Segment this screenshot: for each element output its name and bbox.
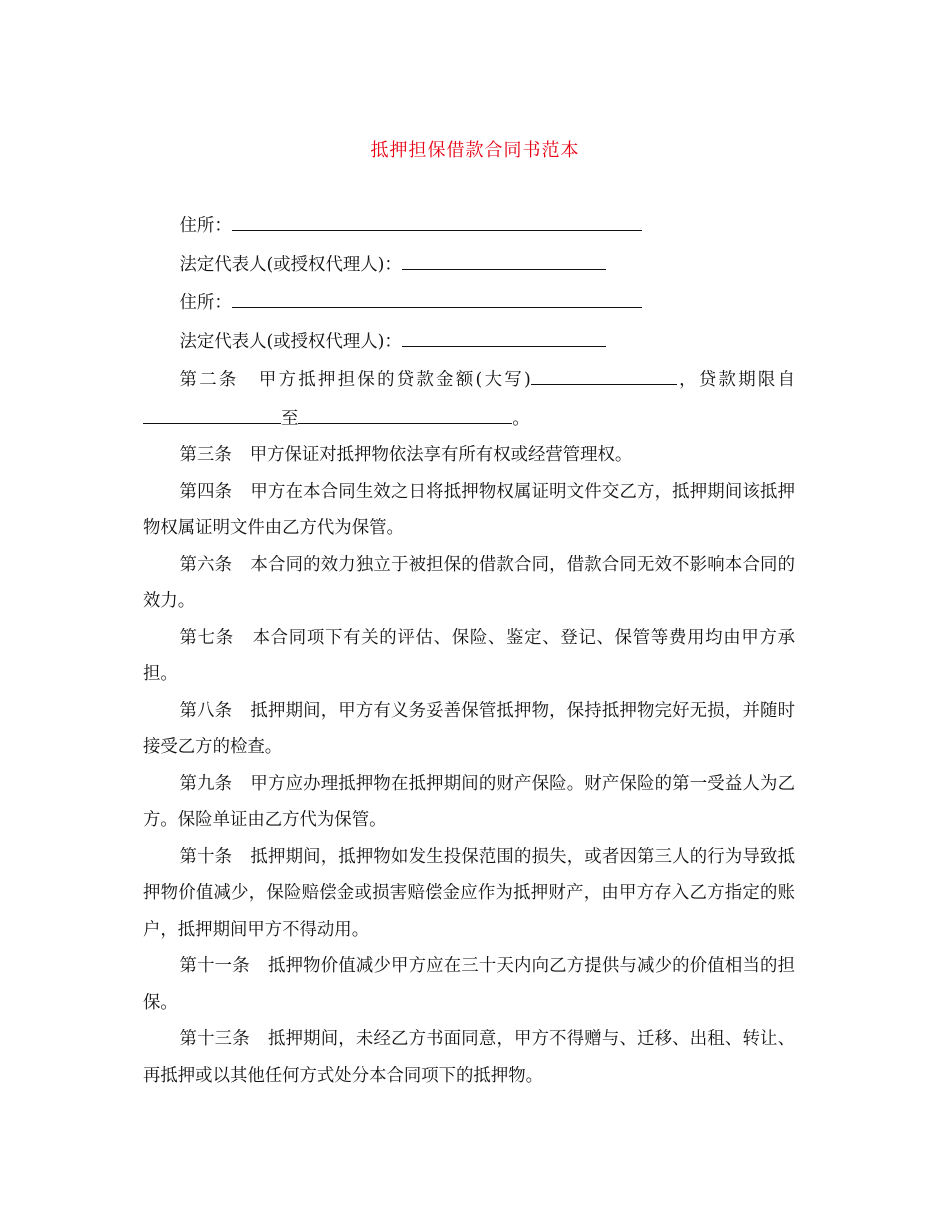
address-label: 住所： [179, 293, 232, 313]
article-text: 本合同的效力独立于被担保的借款合同，借款合同无效不影响本合同的效力。 [143, 554, 795, 611]
article-2 [143, 360, 795, 437]
article-4 [143, 474, 795, 547]
article-text: 甲方应办理抵押物在抵押期间的财产保险。财产保险的第一受益人为乙方。保险单证由乙方代为保管。 [143, 773, 795, 830]
article-3 [143, 437, 795, 474]
article-number: 第七条 [179, 627, 234, 648]
article-13 [143, 1021, 795, 1094]
article-text: 抵押物价值减少甲方应在三十天内向乙方提供与减少的价值相当的担保。 [143, 956, 795, 1013]
article-6 [143, 547, 795, 620]
representative-label: 法定代表人(或授权代理人)： [179, 331, 402, 352]
address-line-2 [143, 283, 795, 322]
article-11 [143, 948, 795, 1021]
article-text: 本合同项下有关的评估、保险、鉴定、登记、保管等费用均由甲方承担。 [143, 627, 795, 684]
article-number: 第三条 [179, 445, 232, 465]
article-text: ，贷款期限自 [676, 370, 795, 390]
address-blank[interactable] [232, 206, 642, 231]
article-number: 第十一条 [179, 956, 250, 976]
article-8 [143, 693, 795, 766]
representative-line-1 [143, 245, 795, 284]
article-10 [143, 839, 795, 949]
article-text: 至 [281, 408, 299, 429]
article-number: 第八条 [179, 700, 233, 721]
loan-amount-blank[interactable] [531, 360, 677, 385]
article-7 [143, 620, 795, 693]
article-text: 抵押期间，抵押物如发生投保范围的损失，或者因第三人的行为导致抵押物价值减少，保险赔偿金或损害赔偿金应作为抵押财产，由甲方存入乙方指定的账户，抵押期间甲方不得动用。 [143, 846, 795, 940]
article-number: 第九条 [179, 773, 233, 794]
document-title: 抵押担保借款合同书范本 [370, 140, 580, 161]
loan-start-blank[interactable] [143, 399, 281, 424]
address-line-1 [143, 206, 795, 245]
article-text: 甲方在本合同生效之日将抵押物权属证明文件交乙方，抵押期间该抵押物权属证明文件由乙方代为保管。 [143, 481, 795, 538]
article-number: 第四条 [179, 481, 233, 502]
article-number: 第十三条 [179, 1029, 250, 1049]
article-text: 甲方抵押担保的贷款金额(大写) [256, 370, 531, 390]
address-label: 住所： [179, 216, 232, 236]
article-number: 第二条 [179, 370, 239, 390]
article-9 [143, 766, 795, 839]
article-text: 抵押期间，未经乙方书面同意，甲方不得赠与、迁移、出租、转让、再抵押或以其他任何方式处分本合同项下的抵押物。 [143, 1029, 795, 1086]
address-blank[interactable] [232, 283, 642, 308]
article-number: 第六条 [179, 554, 233, 575]
article-text: 。 [512, 408, 530, 429]
article-text: 抵押期间，甲方有义务妥善保管抵押物，保持抵押物完好无损，并随时接受乙方的检查。 [143, 700, 795, 757]
loan-end-blank[interactable] [298, 399, 512, 424]
representative-line-2 [143, 322, 795, 361]
article-number: 第十条 [179, 846, 233, 867]
article-text: 甲方保证对抵押物依法享有所有权或经营管理权。 [249, 445, 633, 465]
representative-blank[interactable] [402, 322, 606, 347]
contract-body [143, 206, 795, 1094]
representative-blank[interactable] [402, 245, 606, 270]
representative-label: 法定代表人(或授权代理人)： [179, 254, 402, 275]
